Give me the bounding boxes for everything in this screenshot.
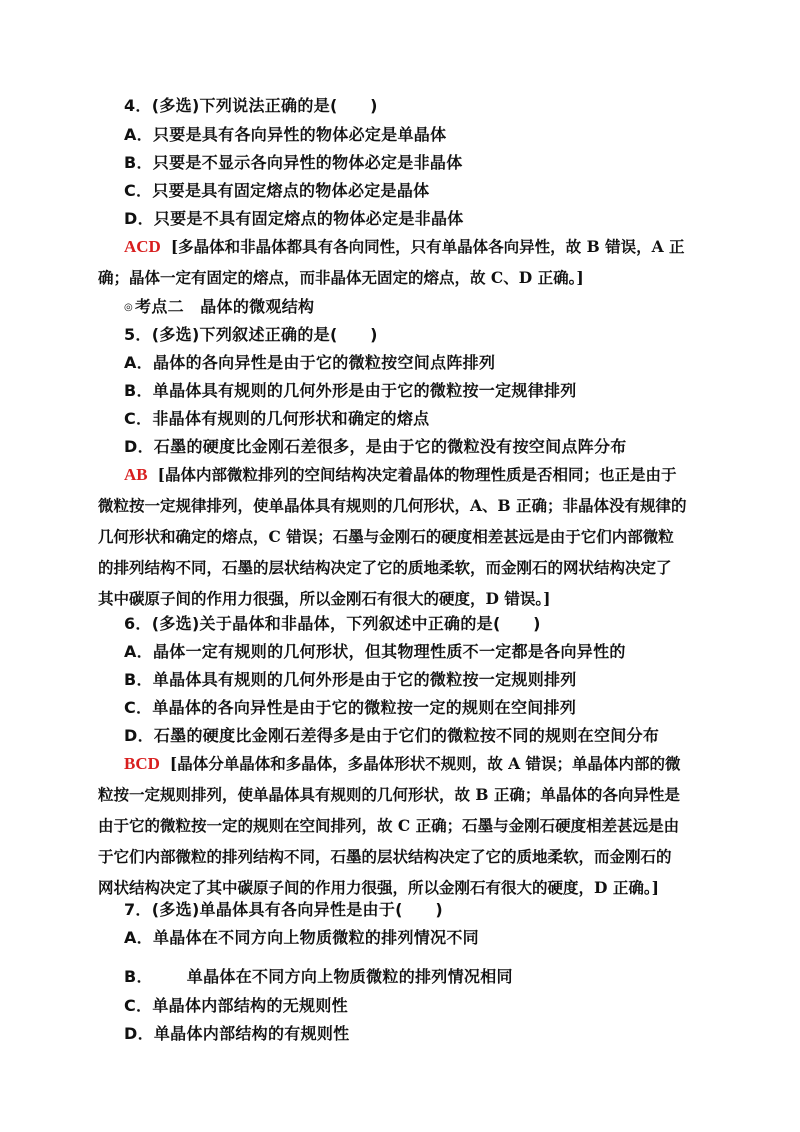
explanation-line: 的排列结构不同，石墨的层状结构决定了它的质地柔软，而金刚石的网状结构决定了 [98,558,672,577]
question-5-option-b: B．单晶体具有规则的几何外形是由于它的微粒按一定规律排列 [124,381,577,400]
explanation-line: 几何形状和确定的熔点，C 错误；石墨与金刚石的硬度相差甚远是由于它们内部微粒 [98,527,674,546]
question-7-option-c: C．单晶体内部结构的无规则性 [124,996,348,1015]
question-4-option-b: B．只要是不显示各向异性的物体必定是非晶体 [124,153,463,172]
question-7-stem: 7．(多选)单晶体具有各向异性是由于( ) [124,900,443,919]
question-5-option-c: C．非晶体有规则的几何形状和确定的熔点 [124,409,430,428]
question-5-answer [98,459,694,614]
answer-key: BCD [124,754,160,773]
question-6-option-c: C．单晶体的各向异性是由于它的微粒按一定的规则在空间排列 [124,698,577,717]
question-5-stem: 5．(多选)下列叙述正确的是( ) [124,325,378,344]
explanation-line: 由于它的微粒按一定的规则在空间排列，故 C 正确；石墨与金刚石硬度相差甚远是由 [98,816,680,835]
target-mark-icon: ◎ [124,301,134,313]
question-6-option-d: D．石墨的硬度比金刚石差得多是由于它们的微粒按不同的规则在空间分布 [124,726,660,745]
option-label: B． [124,967,153,986]
explanation-line: 于它们内部微粒的排列结构不同，石墨的层状结构决定了它的质地柔软，而金刚石的 [98,847,672,866]
question-7-option-d: D．单晶体内部结构的有规则性 [124,1024,350,1043]
answer-key: ACD [124,237,161,256]
question-4-option-a: A．只要是具有各向异性的物体必定是单晶体 [124,125,447,144]
section-heading [124,296,314,319]
question-5-option-d: D．石墨的硬度比金刚石差很多，是由于它的微粒没有按空间点阵分布 [124,437,627,456]
question-7-option-b [124,966,513,988]
answer-key: AB [124,465,148,484]
question-4-option-c: C．只要是具有固定熔点的物体必定是晶体 [124,181,430,200]
question-4-answer [98,231,694,293]
question-6-option-b: B．单晶体具有规则的几何外形是由于它的微粒按一定规则排列 [124,670,577,689]
question-6-option-a: A．晶体一定有规则的几何形状，但其物理性质不一定都是各向异性的 [124,642,626,661]
question-4-stem: 4．(多选)下列说法正确的是( ) [124,96,378,115]
question-6-stem: 6．(多选)关于晶体和非晶体，下列叙述中正确的是( ) [124,614,541,633]
explanation-line: 确；晶体一定有固定的熔点，而非晶体无固定的熔点，故 C、D 正确。] [98,268,584,287]
explanation-line: [多晶体和非晶体都具有各向同性，只有单晶体各向异性，故 B 错误，A 正 [170,237,685,256]
explanation-line: [晶体分单晶体和多晶体，多晶体形状不规则，故 A 错误；单晶体内部的微 [169,754,681,773]
option-text: 单晶体在不同方向上物质微粒的排列情况相同 [186,967,513,986]
explanation-line: 其中碳原子间的作用力很强，所以金刚石有很大的硬度，D 错误。] [98,589,551,608]
explanation-line: 微粒按一定规律排列，使单晶体具有规则的几何形状，A、B 正确；非晶体没有规律的 [98,496,687,515]
explanation-line: 粒按一定规则排列，使单晶体具有规则的几何形状，故 B 正确；单晶体的各向异性是 [98,785,680,804]
question-5-option-a: A．晶体的各向异性是由于它的微粒按空间点阵排列 [124,353,496,372]
question-6-answer [98,748,694,903]
section-title: 考点二 晶体的微观结构 [135,297,315,316]
question-7-option-a: A．单晶体在不同方向上物质微粒的排列情况不同 [124,928,479,947]
question-4-option-d: D．只要是不具有固定熔点的物体必定是非晶体 [124,209,464,228]
explanation-line: 网状结构决定了其中碳原子间的作用力很强，所以金刚石有很大的硬度，D 正确。] [98,878,659,897]
explanation-line: [晶体内部微粒排列的空间结构决定着晶体的物理性质是否相同；也正是由于 [157,465,677,484]
